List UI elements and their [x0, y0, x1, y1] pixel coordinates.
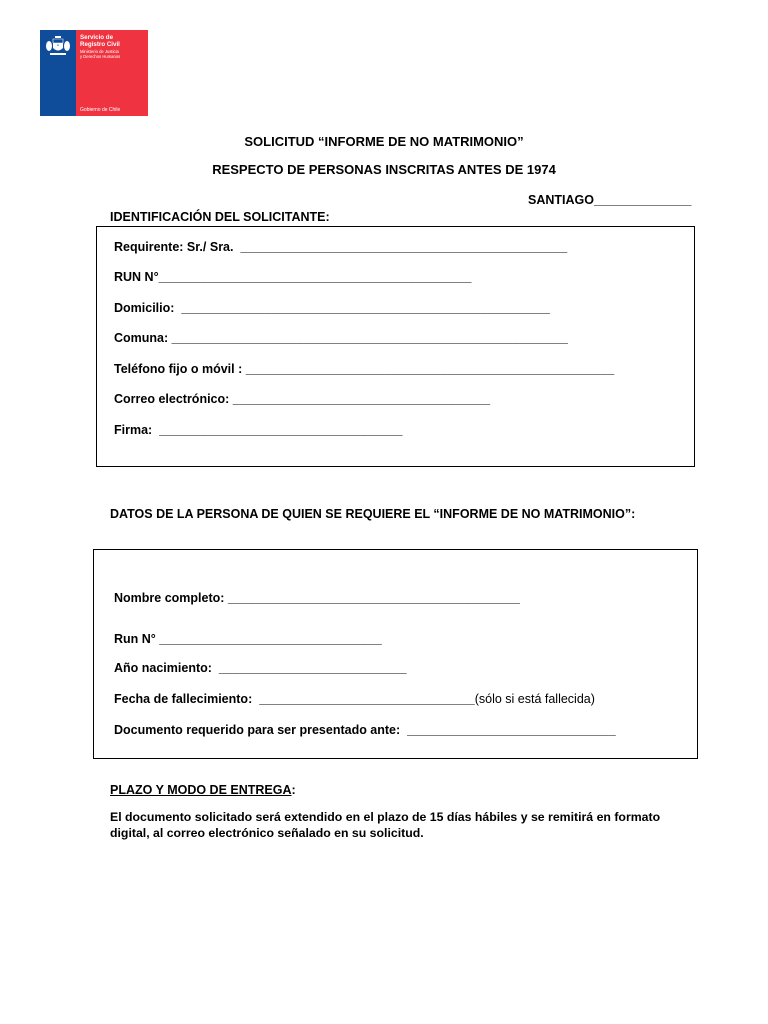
run-line[interactable]: _____________________________________________	[158, 270, 472, 284]
logo-blue-panel	[40, 30, 76, 116]
santiago-date-field[interactable]: SANTIAGO______________	[528, 193, 692, 207]
nombre-label: Nombre completo:	[114, 591, 225, 605]
ano-nacimiento-field[interactable]	[114, 661, 407, 676]
firma-label: Firma:	[114, 423, 153, 437]
requirente-label: Requirente: Sr./ Sra.	[114, 240, 234, 254]
run-field[interactable]	[114, 270, 471, 285]
logo-line-1: Servicio de	[80, 34, 114, 41]
correo-field[interactable]	[114, 392, 490, 407]
ano-nacimiento-label: Año nacimiento:	[114, 661, 212, 675]
form-subtitle: RESPECTO DE PERSONAS INSCRITAS ANTES DE 1974	[212, 162, 556, 177]
fallecimiento-field[interactable]	[114, 692, 595, 707]
run-label: RUN N°	[114, 270, 159, 284]
correo-line[interactable]: _____________________________________	[232, 392, 491, 406]
correo-label: Correo electrónico:	[114, 392, 230, 406]
telefono-line[interactable]: _____________________________________________________	[245, 362, 615, 376]
delivery-heading-colon: :	[291, 783, 296, 797]
comuna-label: Comuna:	[114, 331, 169, 345]
comuna-line[interactable]: _________________________________________________________	[171, 331, 568, 345]
logo-line-5: Gobierno de Chile	[80, 107, 121, 113]
applicant-section-heading: IDENTIFICACIÓN DEL SOLICITANTE:	[110, 210, 330, 224]
domicilio-line[interactable]: _____________________________________________________	[181, 301, 550, 315]
fallecimiento-line[interactable]: _______________________________	[259, 692, 475, 706]
delivery-paragraph: El documento solicitado será extendido en el plazo de 15 días hábiles y se remitirá en formato digital, al correo electrónico señalado en su solicitud.	[110, 810, 661, 840]
person-section-heading: DATOS DE LA PERSONA DE QUIEN SE REQUIERE EL “INFORME DE NO MATRIMONIO”:	[110, 507, 636, 521]
comuna-field[interactable]	[114, 331, 568, 346]
telefono-field[interactable]	[114, 362, 614, 377]
firma-field[interactable]	[114, 423, 402, 438]
form-title: SOLICITUD “INFORME DE NO MATRIMONIO”	[244, 134, 524, 149]
requirente-field[interactable]	[114, 240, 567, 255]
coat-of-arms-icon	[44, 35, 72, 57]
domicilio-label: Domicilio:	[114, 301, 175, 315]
nombre-field[interactable]	[114, 591, 520, 606]
nombre-line[interactable]: __________________________________________	[227, 591, 520, 605]
person-run-label: Run N°	[114, 632, 156, 646]
fallecimiento-label: Fecha de fallecimiento:	[114, 692, 253, 706]
firma-line[interactable]: ___________________________________	[159, 423, 403, 437]
logo-line-2: Registro Civil	[80, 41, 120, 48]
logo-line-3: Ministerio de Justicia	[80, 49, 119, 54]
documento-field[interactable]	[114, 723, 616, 738]
logo-line-4: y Derechos Humanos	[80, 54, 121, 59]
delivery-section-heading	[110, 783, 296, 798]
domicilio-field[interactable]	[114, 301, 550, 316]
delivery-heading-text: PLAZO Y MODO DE ENTREGA	[110, 783, 292, 797]
telefono-label: Teléfono fijo o móvil :	[114, 362, 243, 376]
documento-line[interactable]: ______________________________	[407, 723, 616, 737]
documento-label: Documento requerido para ser presentado ante:	[114, 723, 401, 737]
fallecimiento-note: (sólo si está fallecida)	[474, 692, 595, 706]
ano-nacimiento-line[interactable]: ___________________________	[218, 661, 407, 675]
person-run-field[interactable]	[114, 632, 382, 647]
person-run-line[interactable]: ________________________________	[159, 632, 382, 646]
requirente-line[interactable]: _______________________________________________	[240, 240, 568, 254]
registro-civil-logo	[40, 30, 148, 116]
